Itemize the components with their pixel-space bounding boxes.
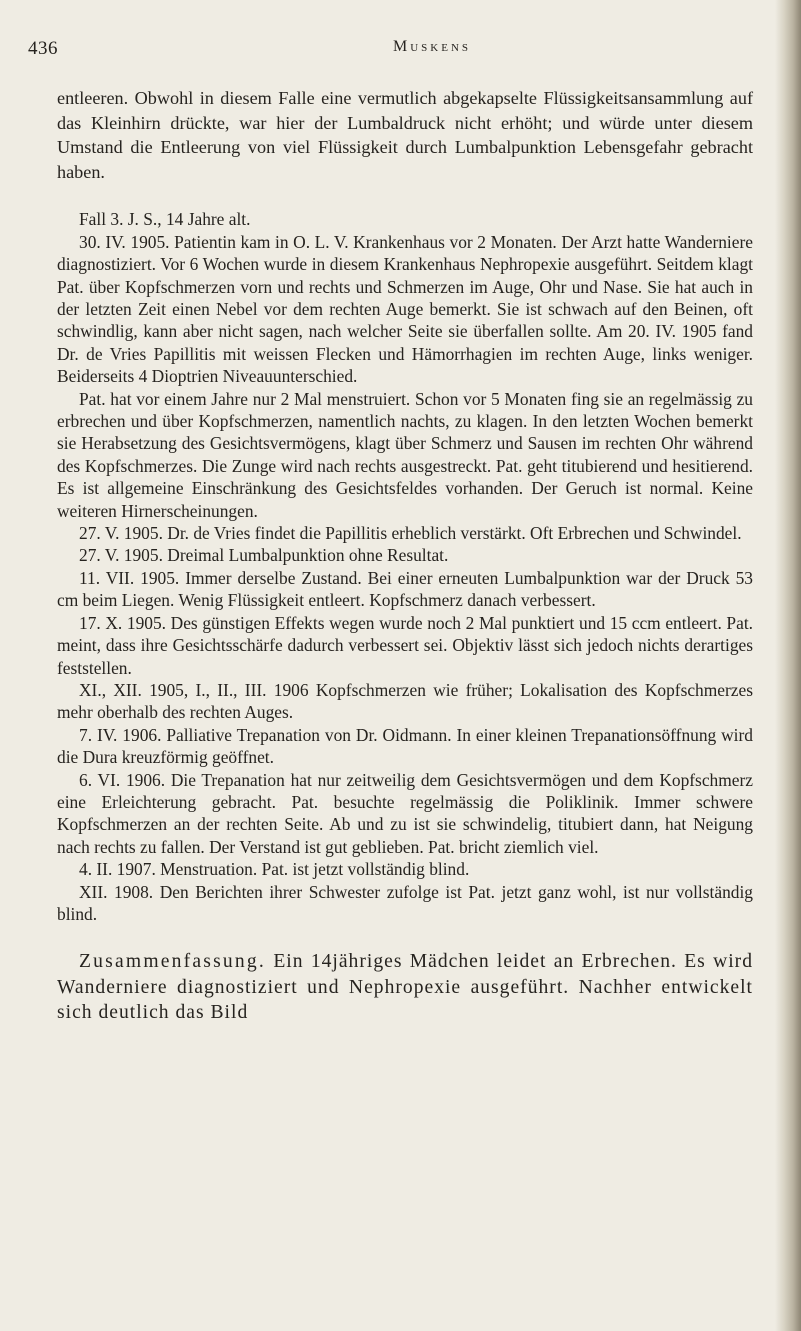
paragraph-entry: 30. IV. 1905. Patientin kam in O. L. V. Krankenhaus vor 2 Monaten. Der Arzt hatte Wanderniere diagnostiziert. Vor 6 Wochen wurde in diesem Krankenhaus Nephropexie ausgeführt. Seitdem klagt Pat. über Kopfschmerzen vorn und rechts und Schmerzen im Auge, Ohr und Nase. Sie hat auch in der letzten Zeit einen Nebel vor dem rechten Auge bemerkt. Sie ist schwach auf den Beinen, oft schwindlig, kann aber nicht sagen, nach welcher Seite sie überfallen sollte. Am 20. IV. 1905 fand Dr. de Vries Papillitis mit weissen Flecken und Hämorrhagien im rechten Auge, links weniger. Beiderseits 4 Dioptrien Niveauunterschied. (57, 231, 753, 387)
paragraph-entry: 11. VII. 1905. Immer derselbe Zustand. Bei einer erneuten Lumbalpunktion war der Druck 53 cm beim Liegen. Wenig Flüssigkeit entleert. Kopfschmerz danach verbessert. (57, 567, 753, 611)
paragraph-entry: XI., XII. 1905, I., II., III. 1906 Kopfschmerzen wie früher; Lokalisation des Kopfschmerzes mehr oberhalb des rechten Auges. (57, 679, 753, 723)
case-heading: Fall 3. J. S., 14 Jahre alt. (79, 209, 251, 230)
paragraph-entry: 7. IV. 1906. Palliative Trepanation von Dr. Oidmann. In einer kleinen Trepanationsöffnung wird die Dura kreuzförmig geöffnet. (57, 724, 753, 768)
running-title: Muskens (393, 38, 472, 55)
summary-text: Ein 14jähriges Mädchen leidet an Erbrechen. Es wird Wanderniere diagnostiziert und Nephropexie ausgeführt. Nachher entwickelt sich deutlich das Bild (57, 951, 753, 1024)
paragraph-entry: 27. V. 1905. Dr. de Vries findet die Papillitis erheblich verstärkt. Oft Erbrechen und Schwindel. (79, 523, 742, 544)
paragraph-entry: XII. 1908. Den Berichten ihrer Schwester zufolge ist Pat. jetzt ganz wohl, ist nur vollständig blind. (57, 881, 753, 924)
summary-heading: Zusammenfassung. (79, 951, 267, 973)
paragraph-entry: 27. V. 1905. Dreimal Lumbalpunktion ohne Resultat. (79, 545, 449, 566)
summary-paragraph (57, 949, 753, 1026)
page-edge-shadow (775, 0, 801, 1331)
paragraph-entry: Pat. hat vor einem Jahre nur 2 Mal menstruiert. Schon vor 5 Monaten fing sie an regelmässig zu erbrechen und über Kopfschmerzen, namentlich nachts, zu klagen. In den letzten Wochen bemerkt sie Herabsetzung des Gesichtsvermögens, klagt über Schmerz und Sausen im rechten Ohr während des Kopfschmerzes. Die Zunge wird nach rechts ausgestreckt. Pat. geht titubierend und hesitierend. Es ist allgemeine Einschränkung des Gesichtsfeldes vorhanden. Der Geruch ist normal. Keine weiteren Hirnerscheinungen. (57, 388, 753, 521)
page-number: 436 (28, 38, 58, 59)
page-body (57, 86, 753, 1026)
paragraph-entry: 17. X. 1905. Des günstigen Effekts wegen wurde noch 2 Mal punktiert und 15 ccm entleert. Pat. meint, dass ihre Gesichtsschärfe dadurch verbessert sei. Objektiv lässt sich jedoch nichts derartiges feststellen. (57, 612, 753, 678)
paragraph-entry: 4. II. 1907. Menstruation. Pat. ist jetzt vollständig blind. (79, 859, 470, 880)
paragraph-entry: 6. VI. 1906. Die Trepanation hat nur zeitweilig dem Gesichtsvermögen und dem Kopfschmerz eine Erleichterung gebracht. Pat. besuchte regelmässig die Poliklinik. Immer schwere Kopfschmerzen an der rechten Seite. Ab und zu ist sie schwindelig, titubiert dann, hat Neigung nach rechts zu fallen. Der Verstand ist gut geblieben. Pat. bricht ziemlich viel. (57, 769, 753, 857)
page-header (28, 38, 768, 66)
paragraph-intro: entleeren. Obwohl in diesem Falle eine vermutlich abgekapselte Flüssigkeitsansammlung auf das Kleinhirn drückte, war hier der Lumbaldruck nicht erhöht; und würde unter diesem Umstand die Entleerung von viel Flüssigkeit durch Lumbalpunktion Lebensgefahr gebracht haben. (57, 88, 753, 182)
